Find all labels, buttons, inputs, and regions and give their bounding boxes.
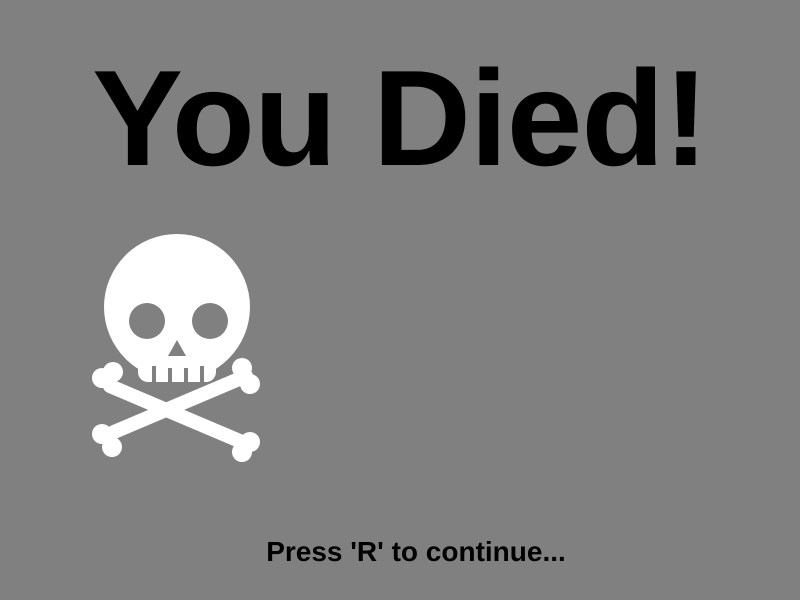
continue-prompt: Press 'R' to continue... (266, 536, 566, 567)
skull (104, 234, 250, 382)
skull-and-crossbones-icon (90, 232, 266, 464)
death-title: You Died! (92, 42, 708, 194)
